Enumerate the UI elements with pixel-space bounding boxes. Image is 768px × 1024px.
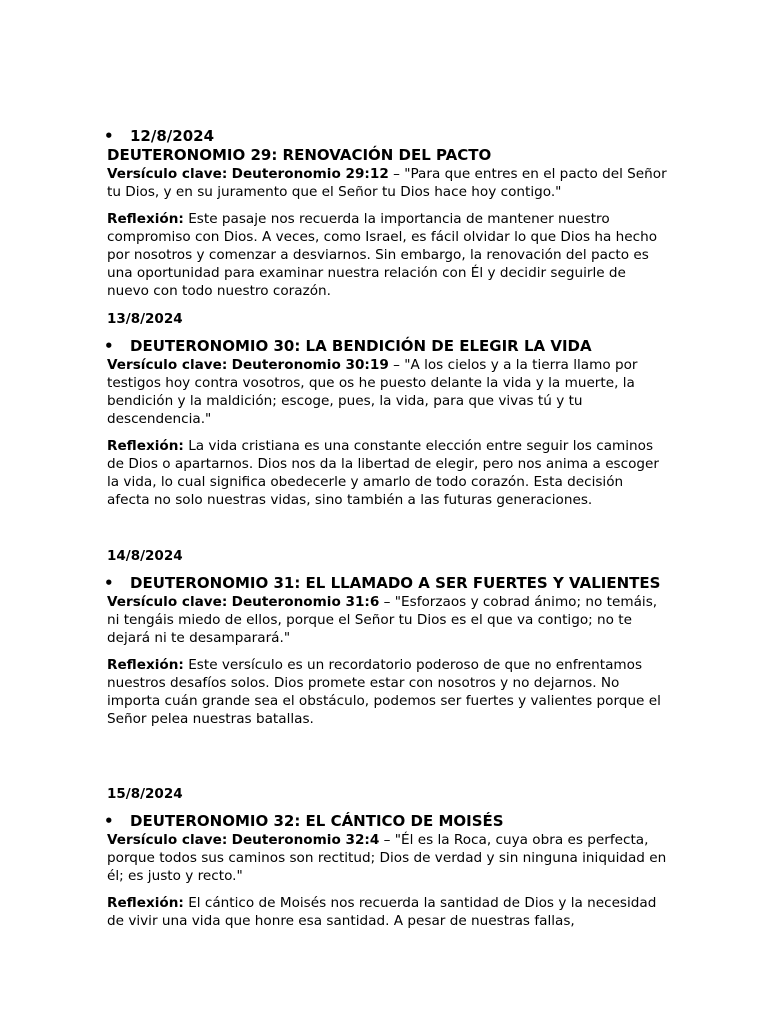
entry-date: 14/8/2024: [107, 548, 183, 564]
entry-title: • DEUTERONOMIO 30: LA BENDICIÓN DE ELEGIR LA VIDA: [104, 337, 592, 355]
entry-date: 13/8/2024: [107, 311, 183, 327]
reflection: Reflexión: Este versículo es un recordatorio poderoso de que no enfrentamos nuestros desafíos solos. Dios promete estar con nosotros y no dejarnos. No importa cuán grande sea el obstáculo, podemos ser fuertes y valientes porque el Señor pelea nuestras batallas.: [107, 657, 661, 727]
entry-title: DEUTERONOMIO 29: RENOVACIÓN DEL PACTO: [107, 146, 492, 164]
key-verse: Versículo clave: Deuteronomio 30:19 – "A los cielos y a la tierra llamo por testigos hoy contra vosotros, que os he puesto delante la vida y la muerte, la bendición y la maldición; escoge, pues, la vida, para que vivas tú y tu descendencia.": [107, 357, 638, 427]
reflection: Reflexión: La vida cristiana es una constante elección entre seguir los caminos de Dios o apartarnos. Dios nos da la libertad de elegir, pero nos anima a escoger la vida, lo cual significa obedecerle y amarlo de todo corazón. Esta decisión afecta no solo nuestras vidas, sino también a las futuras generaciones.: [107, 438, 660, 508]
bullet-icon: •: [104, 127, 114, 145]
bullet-icon: •: [104, 812, 114, 830]
key-verse: Versículo clave: Deuteronomio 29:12 – "Para que entres en el pacto del Señor tu Dios, y en su juramento que el Señor tu Dios hace hoy contigo.": [107, 166, 667, 200]
key-verse: Versículo clave: Deuteronomio 31:6 – "Esforzaos y cobrad ánimo; no temáis, ni tengáis miedo de ellos, porque el Señor tu Dios es el que va contigo; no te dejará ni te desamparará.": [107, 594, 658, 646]
entry-1: [104, 127, 667, 300]
entry-date: • 12/8/2024: [104, 127, 215, 145]
entry-title: • DEUTERONOMIO 32: EL CÁNTICO DE MOISÉS: [104, 812, 504, 830]
key-verse: Versículo clave: Deuteronomio 32:4 – "Él es la Roca, cuya obra es perfecta, porque todos sus caminos son rectitud; Dios de verdad y sin ninguna iniquidad en él; es justo y recto.": [107, 832, 667, 884]
entry-3: [104, 547, 667, 728]
entry-4: [104, 785, 667, 930]
reflection: Reflexión: El cántico de Moisés nos recuerda la santidad de Dios y la necesidad de vivir una vida que honre esa santidad. A pesar de nuestras fallas,: [107, 895, 657, 929]
entry-date: 15/8/2024: [107, 786, 183, 802]
entry-title: • DEUTERONOMIO 31: EL LLAMADO A SER FUERTES Y VALIENTES: [104, 574, 661, 592]
entry-2: [104, 310, 667, 509]
reflection: Reflexión: Este pasaje nos recuerda la importancia de mantener nuestro compromiso con Dios. A veces, como Israel, es fácil olvidar lo que Dios ha hecho por nosotros y comenzar a desviarnos. Sin embargo, la renovación del pacto es una oportunidad para examinar nuestra relación con Él y decidir seguirle de nuevo con todo nuestro corazón.: [107, 211, 658, 299]
bullet-icon: •: [104, 337, 114, 355]
bullet-icon: •: [104, 574, 114, 592]
